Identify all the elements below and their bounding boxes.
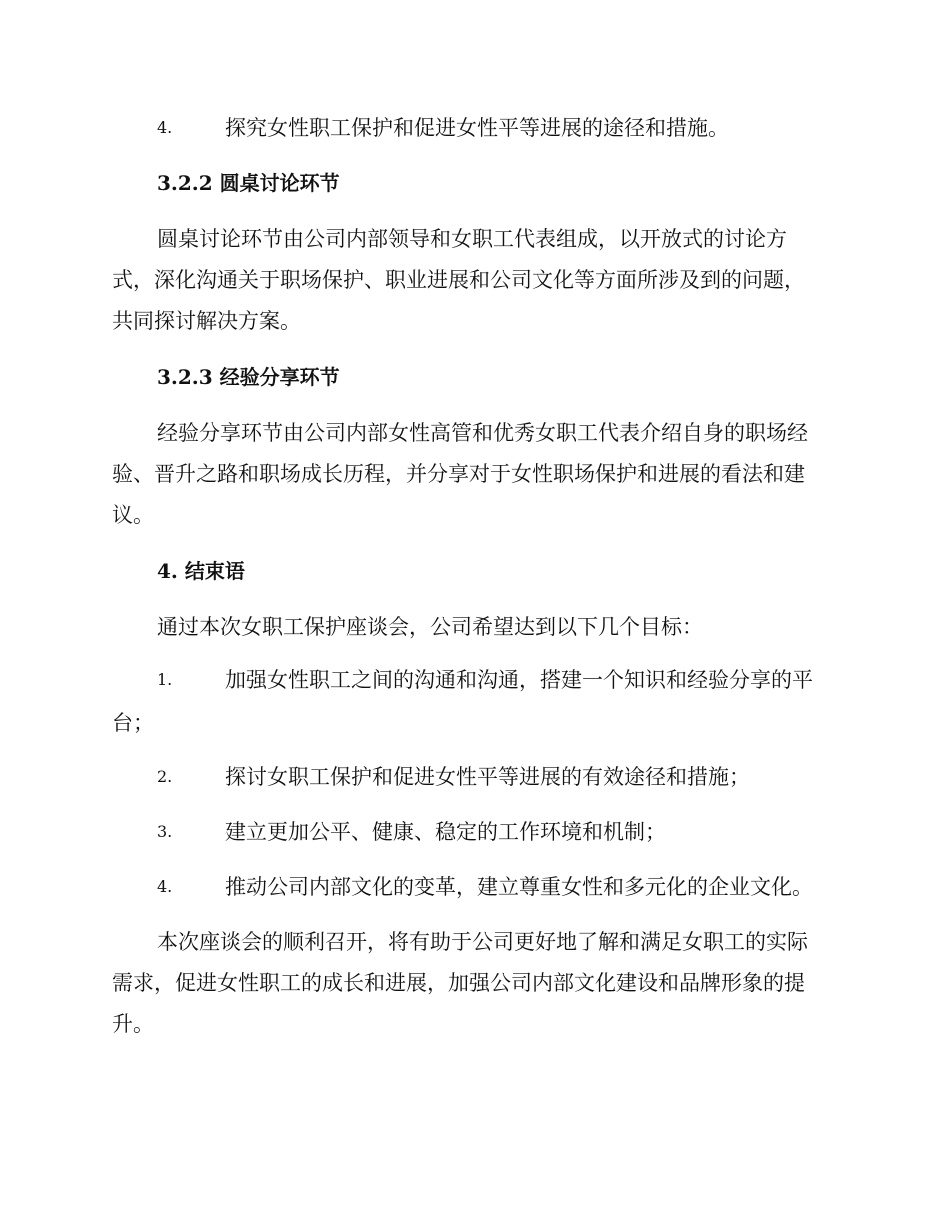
section-heading-4: 4. 结束语 — [157, 559, 245, 583]
paragraph-line: 本次座谈会的顺利召开，将有助于公司更好地了解和满足女职工的实际 — [157, 930, 808, 954]
paragraph-line: 升。 — [112, 1012, 154, 1036]
paragraph-line: 议。 — [112, 503, 154, 527]
list-number: 4. — [157, 877, 173, 896]
paragraph-line: 式，深化沟通关于职场保护、职业进展和公司文化等方面所涉及到的问题， — [112, 268, 805, 292]
paragraph-line: 验、晋升之路和职场成长历程，并分享对于女性职场保护和进展的看法和建 — [112, 462, 805, 486]
paragraph-line: 需求，促进女性职工的成长和进展，加强公司内部文化建设和品牌形象的提 — [112, 971, 805, 995]
intro-line: 通过本次女职工保护座谈会，公司希望达到以下几个目标： — [157, 615, 703, 639]
list-item-text: 建立更加公平、健康、稳定的工作环境和机制； — [225, 820, 666, 844]
list-number: 3. — [157, 822, 173, 841]
list-item-text: 加强女性职工之间的沟通和沟通，搭建一个知识和经验分享的平 — [225, 668, 813, 692]
paragraph-line: 圆桌讨论环节由公司内部领导和女职工代表组成，以开放式的讨论方 — [157, 227, 787, 251]
list-item-continuation: 台； — [112, 711, 154, 735]
section-heading-3-2-3: 3.2.3 经验分享环节 — [157, 365, 340, 389]
list-number: 1. — [157, 670, 173, 689]
list-item-text: 推动公司内部文化的变革，建立尊重女性和多元化的企业文化。 — [225, 875, 813, 899]
list-number: 4. — [157, 118, 173, 137]
section-heading-3-2-2: 3.2.2 圆桌讨论环节 — [157, 171, 340, 195]
list-item-text: 探究女性职工保护和促进女性平等进展的途径和措施。 — [225, 116, 729, 140]
list-item-text: 探讨女职工保护和促进女性平等进展的有效途径和措施； — [225, 765, 750, 789]
paragraph-line: 共同探讨解决方案。 — [112, 309, 301, 333]
paragraph-line: 经验分享环节由公司内部女性高管和优秀女职工代表介绍自身的职场经 — [157, 421, 808, 445]
list-number: 2. — [157, 767, 173, 786]
